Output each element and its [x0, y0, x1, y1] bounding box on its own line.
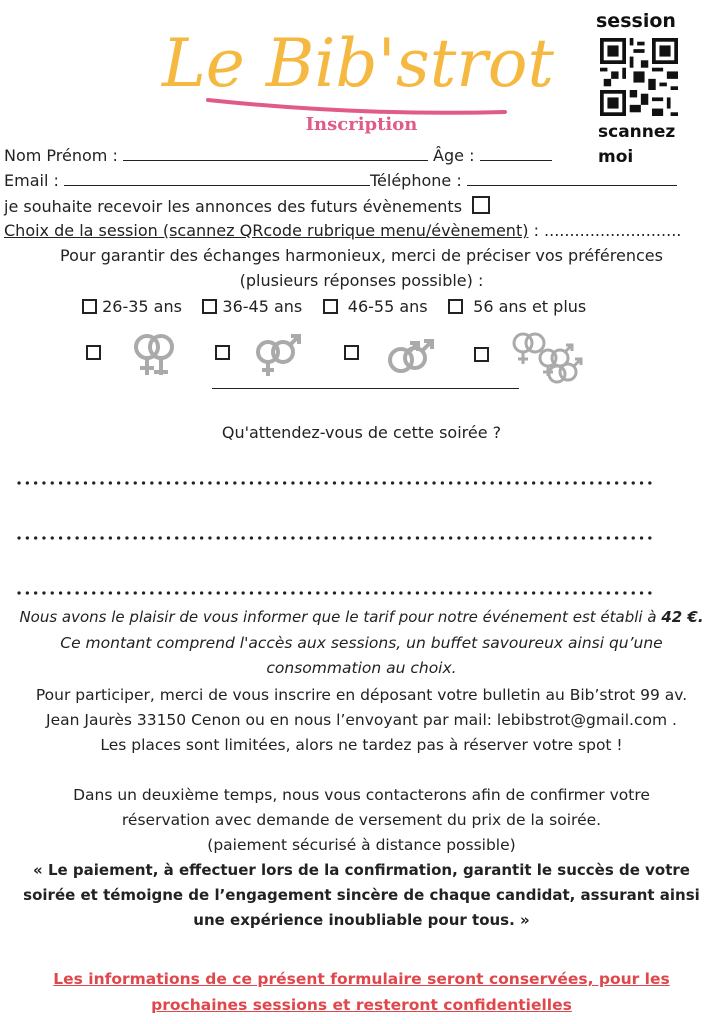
age-range-label-3: 46-55 ans — [347, 297, 428, 316]
session-row — [4, 221, 681, 240]
logo-text: Le Bib'strot — [161, 25, 555, 102]
orientation-checkbox-2[interactable] — [215, 345, 230, 360]
phone-label: Téléphone : — [369, 171, 462, 190]
age-label: Âge : — [433, 146, 475, 165]
male-male-icon — [385, 334, 437, 376]
age-range-checkbox-2[interactable] — [202, 299, 217, 314]
qr-label-bottom: scannez moi — [598, 122, 676, 167]
age-range-row — [82, 297, 586, 316]
answer-line-1[interactable] — [16, 480, 656, 486]
participate-line-2: Jean Jaurès 33150 Cenon ou en nous l’envoyant par mail: lebibstrot@gmail.com . — [46, 711, 677, 729]
form-subtitle: Inscription — [305, 114, 418, 135]
newsletter-label: je souhaite recevoir les annonces des futurs évènements — [4, 197, 463, 216]
mixed-gender-icon — [510, 330, 588, 390]
age-range-checkbox-1[interactable] — [82, 299, 97, 314]
email-row — [4, 171, 677, 190]
quote-line-1: « Le paiement, à effectuer lors de la confirmation, garantit le succès de votre — [33, 861, 690, 879]
name-field[interactable] — [123, 146, 428, 161]
session-label: Choix de la session (scannez QRcode rubrique menu/évènement) — [4, 221, 529, 240]
age-range-label-2: 36-45 ans — [222, 297, 303, 316]
preferences-line-2: (plusieurs réponses possible) : — [239, 271, 484, 290]
qr-section — [596, 10, 706, 120]
orientation-checkbox-1[interactable] — [86, 345, 101, 360]
contact-line-1: Dans un deuxième temps, nous vous contacterons afin de confirmer votre — [73, 786, 650, 804]
session-field[interactable]: : ........................... — [533, 221, 682, 240]
age-range-checkbox-3[interactable] — [323, 299, 338, 314]
male-female-icon — [253, 332, 303, 378]
answer-line-2[interactable] — [16, 535, 656, 541]
quote-line-3: une expérience inoubliable pour tous. » — [193, 911, 530, 929]
contact-line-3: (paiement sécurisé à distance possible) — [207, 836, 516, 854]
privacy-line-1: Les informations de ce présent formulaire seront conservées, pour les — [53, 970, 670, 988]
female-female-icon — [130, 330, 180, 378]
age-field[interactable] — [480, 146, 552, 161]
orientation-checkbox-3[interactable] — [344, 345, 359, 360]
qr-code-icon[interactable] — [600, 38, 678, 116]
orientation-checkbox-4[interactable] — [474, 347, 489, 362]
phone-field[interactable] — [467, 171, 677, 186]
newsletter-checkbox[interactable] — [472, 196, 490, 214]
orientation-divider — [212, 388, 519, 389]
price-value: 42 €. — [661, 608, 704, 626]
participate-line-3: Les places sont limitées, alors ne tardez pas à réserver votre spot ! — [100, 736, 623, 754]
price-line-3: consommation au choix. — [266, 659, 457, 677]
age-range-label-4: 56 ans et plus — [473, 297, 587, 316]
email-link[interactable]: lebibstrot@gmail.com — [496, 711, 668, 729]
contact-line-2: réservation avec demande de versement du prix de la soirée. — [121, 811, 602, 829]
answer-line-3[interactable] — [16, 590, 656, 596]
name-row — [4, 146, 552, 165]
price-line-2: Ce montant comprend l'accès aux sessions, un buffet savoureux ainsi qu’une — [60, 634, 663, 652]
privacy-line-2: prochaines sessions et resteront confidentielles — [151, 996, 572, 1014]
quote-line-2: soirée et témoigne de l’engagement sincère de chaque candidat, assurant ainsi — [23, 886, 700, 904]
age-range-checkbox-4[interactable] — [448, 299, 463, 314]
age-range-label-1: 26-35 ans — [102, 297, 182, 316]
expect-question: Qu'attendez-vous de cette soirée ? — [221, 423, 502, 442]
preferences-line-1: Pour garantir des échanges harmonieux, merci de préciser vos préférences — [60, 246, 663, 265]
name-label: Nom Prénom : — [4, 146, 118, 165]
newsletter-row — [4, 196, 490, 216]
email-label: Email : — [4, 171, 59, 190]
qr-label-top: session — [596, 10, 676, 32]
participate-line-1: Pour participer, merci de vous inscrire en déposant votre bulletin au Bib’strot 99 av. — [35, 686, 688, 704]
email-field[interactable] — [64, 171, 370, 186]
price-line-1: Nous avons le plaisir de vous informer que le tarif pour notre événement est établi à 42 €. — [19, 608, 704, 626]
